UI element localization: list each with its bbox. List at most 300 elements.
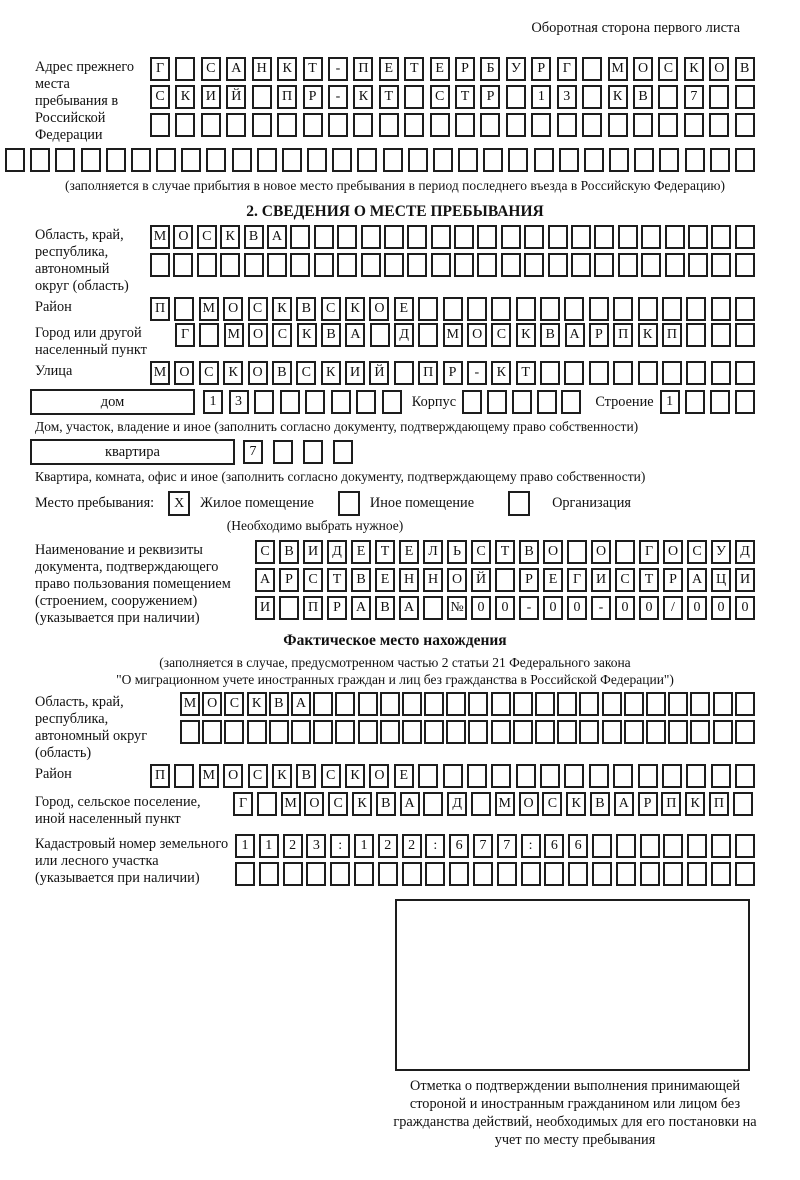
char-cell[interactable] — [449, 862, 469, 886]
char-cell[interactable] — [633, 113, 653, 137]
char-cell[interactable] — [686, 361, 706, 385]
char-cell[interactable] — [487, 390, 507, 414]
char-cell[interactable]: П — [277, 85, 297, 109]
char-cell[interactable] — [337, 253, 357, 277]
char-cell[interactable]: О — [173, 225, 193, 249]
char-cell[interactable] — [582, 113, 602, 137]
char-cell[interactable]: С — [615, 568, 635, 592]
char-cell[interactable]: Р — [589, 323, 609, 347]
char-cell[interactable] — [684, 113, 704, 137]
char-cell[interactable]: П — [418, 361, 438, 385]
char-cell[interactable] — [455, 113, 475, 137]
char-cell[interactable] — [314, 225, 334, 249]
char-cell[interactable] — [383, 148, 403, 172]
char-cell[interactable]: Г — [557, 57, 577, 81]
char-cell[interactable] — [471, 792, 491, 816]
char-cell[interactable] — [663, 834, 683, 858]
char-cell[interactable]: Е — [430, 57, 450, 81]
char-cell[interactable] — [480, 113, 500, 137]
char-cell[interactable]: П — [613, 323, 633, 347]
char-cell[interactable]: К — [608, 85, 628, 109]
char-cell[interactable] — [106, 148, 126, 172]
char-cell[interactable] — [202, 720, 222, 744]
char-cell[interactable] — [291, 720, 311, 744]
char-cell[interactable]: Г — [567, 568, 587, 592]
char-cell[interactable] — [473, 862, 493, 886]
char-cell[interactable]: 2 — [283, 834, 303, 858]
char-cell[interactable] — [638, 361, 658, 385]
char-cell[interactable] — [686, 323, 706, 347]
char-cell[interactable]: Р — [531, 57, 551, 81]
char-cell[interactable] — [81, 148, 101, 172]
char-cell[interactable] — [524, 225, 544, 249]
char-cell[interactable] — [467, 297, 487, 321]
char-cell[interactable]: С — [255, 540, 275, 564]
char-cell[interactable] — [384, 225, 404, 249]
char-cell[interactable]: А — [226, 57, 246, 81]
char-cell[interactable]: С — [272, 323, 292, 347]
char-cell[interactable]: С — [321, 764, 341, 788]
char-cell[interactable] — [232, 148, 252, 172]
char-cell[interactable]: А — [351, 596, 371, 620]
char-cell[interactable] — [513, 720, 533, 744]
char-cell[interactable]: - — [328, 85, 348, 109]
char-cell[interactable] — [423, 596, 443, 620]
char-cell[interactable] — [335, 720, 355, 744]
char-cell[interactable] — [358, 720, 378, 744]
char-cell[interactable] — [506, 113, 526, 137]
char-cell[interactable] — [735, 297, 755, 321]
char-cell[interactable]: В — [633, 85, 653, 109]
char-cell[interactable] — [524, 253, 544, 277]
char-cell[interactable] — [402, 720, 422, 744]
char-cell[interactable] — [564, 361, 584, 385]
char-cell[interactable]: М — [281, 792, 301, 816]
char-cell[interactable] — [594, 225, 614, 249]
char-cell[interactable] — [201, 113, 221, 137]
char-cell[interactable]: П — [709, 792, 729, 816]
char-cell[interactable]: Т — [379, 85, 399, 109]
char-cell[interactable] — [687, 862, 707, 886]
char-cell[interactable]: М — [150, 225, 170, 249]
char-cell[interactable]: А — [267, 225, 287, 249]
char-cell[interactable] — [330, 862, 350, 886]
char-cell[interactable]: К — [321, 361, 341, 385]
char-cell[interactable] — [733, 792, 753, 816]
char-cell[interactable] — [735, 323, 755, 347]
char-cell[interactable] — [290, 253, 310, 277]
char-cell[interactable]: В — [590, 792, 610, 816]
char-cell[interactable] — [361, 225, 381, 249]
char-cell[interactable]: А — [255, 568, 275, 592]
char-cell[interactable]: М — [180, 692, 200, 716]
char-cell[interactable] — [408, 148, 428, 172]
char-cell[interactable]: В — [244, 225, 264, 249]
char-cell[interactable] — [662, 297, 682, 321]
char-cell[interactable]: А — [399, 596, 419, 620]
char-cell[interactable] — [735, 720, 755, 744]
char-cell[interactable] — [568, 862, 588, 886]
char-cell[interactable]: К — [345, 297, 365, 321]
char-cell[interactable] — [379, 113, 399, 137]
char-cell[interactable] — [709, 113, 729, 137]
char-cell[interactable]: Г — [175, 323, 195, 347]
char-cell[interactable]: Т — [516, 361, 536, 385]
char-cell[interactable]: М — [443, 323, 463, 347]
char-cell[interactable]: Р — [455, 57, 475, 81]
char-cell[interactable] — [174, 297, 194, 321]
char-cell[interactable]: Р — [443, 361, 463, 385]
char-cell[interactable]: Г — [233, 792, 253, 816]
char-cell[interactable] — [735, 113, 755, 137]
char-cell[interactable] — [624, 692, 644, 716]
char-cell[interactable] — [616, 862, 636, 886]
char-cell[interactable]: 0 — [639, 596, 659, 620]
char-cell[interactable]: К — [516, 323, 536, 347]
char-cell[interactable]: М — [495, 792, 515, 816]
char-cell[interactable]: М — [608, 57, 628, 81]
char-cell[interactable]: Е — [394, 764, 414, 788]
char-cell[interactable] — [735, 834, 755, 858]
char-cell[interactable] — [579, 720, 599, 744]
char-cell[interactable]: С — [471, 540, 491, 564]
char-cell[interactable] — [735, 390, 755, 414]
char-cell[interactable] — [252, 113, 272, 137]
char-cell[interactable] — [226, 113, 246, 137]
char-cell[interactable] — [235, 862, 255, 886]
char-cell[interactable] — [557, 720, 577, 744]
char-cell[interactable] — [283, 862, 303, 886]
char-cell[interactable] — [658, 113, 678, 137]
char-cell[interactable] — [307, 148, 327, 172]
char-cell[interactable]: Н — [423, 568, 443, 592]
char-cell[interactable] — [150, 253, 170, 277]
char-cell[interactable]: Т — [375, 540, 395, 564]
char-cell[interactable]: А — [400, 792, 420, 816]
char-cell[interactable] — [668, 720, 688, 744]
char-cell[interactable] — [404, 85, 424, 109]
char-cell[interactable]: Б — [480, 57, 500, 81]
char-cell[interactable]: О — [543, 540, 563, 564]
char-cell[interactable]: А — [345, 323, 365, 347]
char-cell[interactable]: О — [223, 297, 243, 321]
char-cell[interactable] — [354, 862, 374, 886]
char-cell[interactable] — [690, 720, 710, 744]
char-cell[interactable] — [277, 113, 297, 137]
char-cell[interactable] — [407, 225, 427, 249]
char-cell[interactable]: Е — [399, 540, 419, 564]
char-cell[interactable] — [335, 692, 355, 716]
char-cell[interactable] — [544, 862, 564, 886]
char-cell[interactable] — [267, 253, 287, 277]
char-cell[interactable]: К — [638, 323, 658, 347]
char-cell[interactable]: Е — [394, 297, 414, 321]
char-cell[interactable]: Е — [375, 568, 395, 592]
char-cell[interactable]: А — [565, 323, 585, 347]
char-cell[interactable]: В — [351, 568, 371, 592]
char-cell[interactable]: У — [711, 540, 731, 564]
char-cell[interactable]: 2 — [378, 834, 398, 858]
char-cell[interactable]: Н — [399, 568, 419, 592]
char-cell[interactable]: 0 — [471, 596, 491, 620]
char-cell[interactable] — [662, 764, 682, 788]
char-cell[interactable]: Т — [303, 57, 323, 81]
char-cell[interactable] — [418, 323, 438, 347]
char-cell[interactable] — [735, 361, 755, 385]
char-cell[interactable]: / — [663, 596, 683, 620]
char-cell[interactable] — [303, 440, 323, 464]
char-cell[interactable] — [150, 113, 170, 137]
char-cell[interactable]: П — [150, 764, 170, 788]
char-cell[interactable] — [559, 148, 579, 172]
char-cell[interactable] — [425, 862, 445, 886]
char-cell[interactable] — [443, 764, 463, 788]
char-cell[interactable] — [402, 862, 422, 886]
char-cell[interactable]: К — [272, 297, 292, 321]
char-cell[interactable] — [357, 148, 377, 172]
char-cell[interactable] — [571, 225, 591, 249]
char-cell[interactable]: С — [658, 57, 678, 81]
char-cell[interactable]: Е — [379, 57, 399, 81]
char-cell[interactable] — [640, 834, 660, 858]
char-cell[interactable]: Р — [303, 85, 323, 109]
char-cell[interactable] — [557, 692, 577, 716]
char-cell[interactable] — [624, 720, 644, 744]
char-cell[interactable] — [564, 297, 584, 321]
char-cell[interactable] — [443, 297, 463, 321]
char-cell[interactable]: 1 — [354, 834, 374, 858]
char-cell[interactable] — [665, 225, 685, 249]
char-cell[interactable] — [224, 720, 244, 744]
char-cell[interactable] — [314, 253, 334, 277]
char-cell[interactable] — [174, 764, 194, 788]
char-cell[interactable]: К — [685, 792, 705, 816]
char-cell[interactable] — [259, 862, 279, 886]
char-cell[interactable] — [646, 720, 666, 744]
checkbox-inoe[interactable] — [338, 491, 360, 516]
char-cell[interactable]: С — [201, 57, 221, 81]
char-cell[interactable] — [497, 862, 517, 886]
char-cell[interactable] — [548, 225, 568, 249]
char-cell[interactable] — [131, 148, 151, 172]
char-cell[interactable] — [618, 253, 638, 277]
char-cell[interactable]: 0 — [543, 596, 563, 620]
char-cell[interactable]: 6 — [544, 834, 564, 858]
char-cell[interactable]: 1 — [259, 834, 279, 858]
char-cell[interactable] — [713, 692, 733, 716]
char-cell[interactable]: О — [591, 540, 611, 564]
char-cell[interactable] — [646, 692, 666, 716]
char-cell[interactable] — [418, 764, 438, 788]
char-cell[interactable] — [735, 225, 755, 249]
char-cell[interactable] — [454, 253, 474, 277]
char-cell[interactable] — [521, 862, 541, 886]
char-cell[interactable]: Д — [735, 540, 755, 564]
char-cell[interactable] — [571, 253, 591, 277]
char-cell[interactable] — [602, 692, 622, 716]
char-cell[interactable]: 1 — [203, 390, 223, 414]
char-cell[interactable] — [337, 225, 357, 249]
char-cell[interactable] — [491, 692, 511, 716]
char-cell[interactable]: 3 — [306, 834, 326, 858]
char-cell[interactable]: С — [687, 540, 707, 564]
char-cell[interactable] — [431, 253, 451, 277]
char-cell[interactable] — [735, 85, 755, 109]
char-cell[interactable]: Е — [543, 568, 563, 592]
char-cell[interactable]: Т — [327, 568, 347, 592]
char-cell[interactable] — [394, 361, 414, 385]
char-cell[interactable] — [592, 862, 612, 886]
char-cell[interactable]: - — [519, 596, 539, 620]
char-cell[interactable] — [557, 113, 577, 137]
char-cell[interactable] — [687, 834, 707, 858]
char-cell[interactable] — [711, 862, 731, 886]
char-cell[interactable] — [508, 148, 528, 172]
char-cell[interactable]: М — [150, 361, 170, 385]
char-cell[interactable] — [380, 720, 400, 744]
char-cell[interactable] — [665, 253, 685, 277]
char-cell[interactable] — [659, 148, 679, 172]
char-cell[interactable]: О — [174, 361, 194, 385]
char-cell[interactable]: Й — [226, 85, 246, 109]
char-cell[interactable]: А — [614, 792, 634, 816]
char-cell[interactable] — [501, 225, 521, 249]
char-cell[interactable] — [506, 85, 526, 109]
char-cell[interactable] — [685, 148, 705, 172]
char-cell[interactable]: С — [296, 361, 316, 385]
char-cell[interactable]: В — [375, 596, 395, 620]
char-cell[interactable]: К — [684, 57, 704, 81]
char-cell[interactable]: О — [663, 540, 683, 564]
char-cell[interactable]: Д — [447, 792, 467, 816]
char-cell[interactable] — [690, 692, 710, 716]
char-cell[interactable] — [467, 764, 487, 788]
char-cell[interactable] — [531, 113, 551, 137]
char-cell[interactable]: Д — [327, 540, 347, 564]
char-cell[interactable] — [199, 323, 219, 347]
char-cell[interactable] — [589, 764, 609, 788]
char-cell[interactable] — [430, 113, 450, 137]
char-cell[interactable]: Л — [423, 540, 443, 564]
char-cell[interactable] — [711, 764, 731, 788]
char-cell[interactable] — [512, 390, 532, 414]
char-cell[interactable] — [613, 297, 633, 321]
char-cell[interactable]: О — [519, 792, 539, 816]
char-cell[interactable] — [423, 792, 443, 816]
char-cell[interactable] — [433, 148, 453, 172]
char-cell[interactable] — [378, 862, 398, 886]
char-cell[interactable] — [468, 720, 488, 744]
char-cell[interactable] — [30, 148, 50, 172]
char-cell[interactable] — [382, 390, 402, 414]
char-cell[interactable]: Р — [480, 85, 500, 109]
char-cell[interactable]: П — [303, 596, 323, 620]
char-cell[interactable] — [220, 253, 240, 277]
char-cell[interactable] — [713, 720, 733, 744]
char-cell[interactable] — [540, 764, 560, 788]
char-cell[interactable] — [491, 297, 511, 321]
char-cell[interactable] — [638, 297, 658, 321]
char-cell[interactable]: В — [519, 540, 539, 564]
char-cell[interactable]: С — [199, 361, 219, 385]
char-cell[interactable] — [477, 253, 497, 277]
char-cell[interactable] — [353, 113, 373, 137]
char-cell[interactable]: К — [345, 764, 365, 788]
char-cell[interactable]: - — [467, 361, 487, 385]
char-cell[interactable]: В — [272, 361, 292, 385]
char-cell[interactable]: В — [540, 323, 560, 347]
char-cell[interactable] — [458, 148, 478, 172]
char-cell[interactable]: С — [430, 85, 450, 109]
char-cell[interactable]: : — [521, 834, 541, 858]
char-cell[interactable] — [273, 440, 293, 464]
char-cell[interactable] — [634, 148, 654, 172]
char-cell[interactable]: Д — [394, 323, 414, 347]
char-cell[interactable] — [641, 253, 661, 277]
char-cell[interactable] — [735, 148, 755, 172]
char-cell[interactable]: О — [248, 361, 268, 385]
char-cell[interactable]: 7 — [497, 834, 517, 858]
char-cell[interactable] — [688, 225, 708, 249]
char-cell[interactable]: Ц — [711, 568, 731, 592]
char-cell[interactable]: 7 — [473, 834, 493, 858]
char-cell[interactable]: 7 — [684, 85, 704, 109]
char-cell[interactable] — [175, 113, 195, 137]
char-cell[interactable] — [197, 253, 217, 277]
char-cell[interactable] — [735, 692, 755, 716]
char-cell[interactable] — [662, 361, 682, 385]
char-cell[interactable] — [333, 440, 353, 464]
char-cell[interactable] — [613, 764, 633, 788]
char-cell[interactable]: Й — [369, 361, 389, 385]
char-cell[interactable] — [454, 225, 474, 249]
char-cell[interactable] — [735, 764, 755, 788]
char-cell[interactable] — [173, 253, 193, 277]
char-cell[interactable] — [540, 297, 560, 321]
char-cell[interactable]: М — [224, 323, 244, 347]
char-cell[interactable]: 1 — [235, 834, 255, 858]
char-cell[interactable] — [608, 113, 628, 137]
char-cell[interactable] — [735, 862, 755, 886]
char-cell[interactable]: 0 — [567, 596, 587, 620]
char-cell[interactable]: И — [201, 85, 221, 109]
char-cell[interactable] — [640, 862, 660, 886]
char-cell[interactable] — [380, 692, 400, 716]
char-cell[interactable] — [711, 225, 731, 249]
char-cell[interactable]: С — [321, 297, 341, 321]
char-cell[interactable] — [446, 692, 466, 716]
char-cell[interactable]: Р — [638, 792, 658, 816]
char-cell[interactable]: С — [491, 323, 511, 347]
char-cell[interactable]: К — [220, 225, 240, 249]
char-cell[interactable]: К — [566, 792, 586, 816]
char-cell[interactable]: В — [376, 792, 396, 816]
char-cell[interactable]: С — [248, 764, 268, 788]
char-cell[interactable] — [615, 540, 635, 564]
char-cell[interactable]: Р — [327, 596, 347, 620]
char-cell[interactable] — [356, 390, 376, 414]
char-cell[interactable]: В — [296, 764, 316, 788]
char-cell[interactable] — [711, 834, 731, 858]
char-cell[interactable]: О — [202, 692, 222, 716]
char-cell[interactable]: 7 — [243, 440, 263, 464]
char-cell[interactable]: № — [447, 596, 467, 620]
char-cell[interactable] — [584, 148, 604, 172]
char-cell[interactable] — [55, 148, 75, 172]
char-cell[interactable] — [424, 720, 444, 744]
checkbox-zhiloe[interactable]: X — [168, 491, 190, 516]
char-cell[interactable]: Т — [639, 568, 659, 592]
